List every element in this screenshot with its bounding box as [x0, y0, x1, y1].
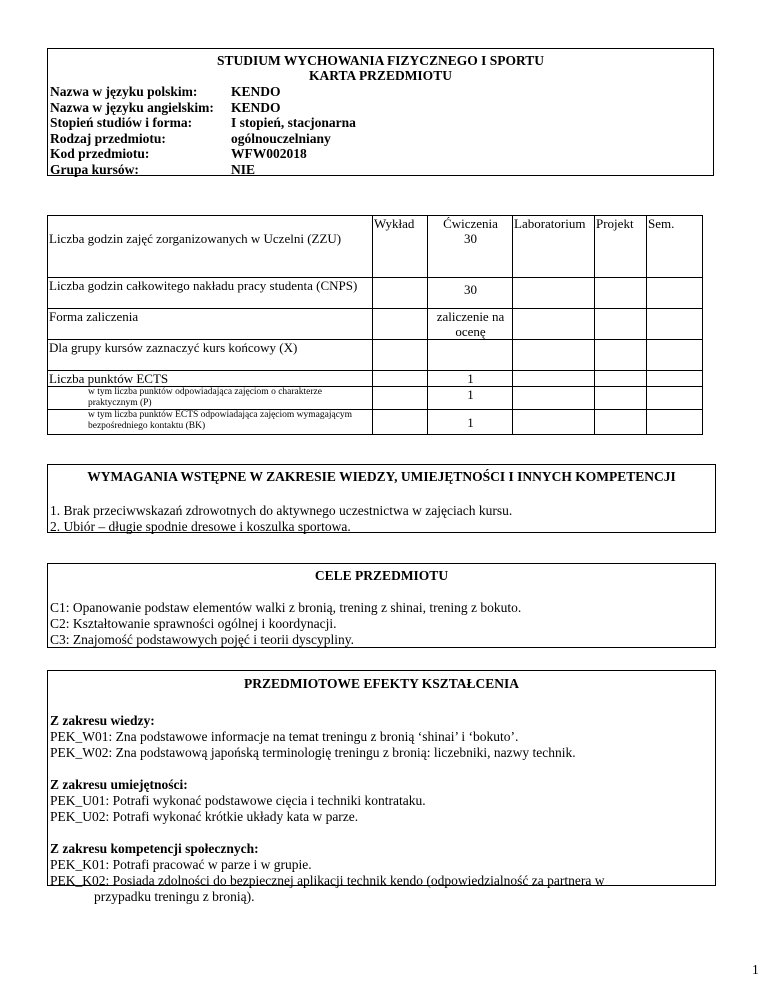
table-header-row: [48, 216, 703, 278]
row-label: w tym liczba punktów ECTS odpowiadająca zajęciom wymagającym bezpośredniego kontaktu (BK): [48, 410, 373, 435]
cell: [513, 371, 595, 387]
cell: [595, 371, 647, 387]
info-label: Kod przedmiotu:: [50, 146, 150, 161]
list-item: PEK_K02: Posiada zdolności do bezpiecznej aplikacji technik kendo (odpowiedzialność za partnera w: [50, 873, 605, 888]
info-row: [50, 100, 356, 116]
goals-title: CELE PRZEDMIOTU: [314, 568, 449, 583]
cell: [595, 278, 647, 309]
cell: [373, 340, 428, 371]
info-value: ogólnouczelniany: [231, 130, 331, 146]
list-item: PEK_W01: Zna podstawowe informacje na temat treningu z bronią ‘shinai’ i ‘bokuto’.: [50, 729, 519, 744]
info-value: I stopień, stacjonarna: [231, 115, 356, 130]
cell: [647, 340, 703, 371]
cell: [373, 371, 428, 387]
info-row: [50, 131, 356, 147]
cell: [513, 387, 595, 410]
page-number: 1: [752, 962, 759, 977]
column-header-laboratorium: Laboratorium: [513, 216, 595, 278]
table-row: [48, 340, 703, 371]
list-item: PEK_W02: Zna podstawową japońską terminologię treningu z bronią: liczebniki, nazwy technik.: [50, 745, 576, 760]
cell: [595, 387, 647, 410]
course-info-table: [50, 84, 356, 177]
table-row: [48, 309, 703, 340]
info-label: Grupa kursów:: [50, 161, 139, 177]
column-header-label: Ćwiczenia: [443, 216, 498, 231]
requirements-list: [50, 503, 715, 535]
cell: [595, 410, 647, 435]
table-row: [48, 387, 703, 410]
cell-cwiczenia: zaliczenie na ocenę: [428, 309, 513, 340]
list-item: C2: Kształtowanie sprawności ogólnej i koordynacji.: [50, 616, 337, 631]
info-row: [50, 162, 356, 178]
zzu-cwiczenia-value: 30: [464, 231, 477, 246]
list-item: 2. Ubiór – długie spodnie dresowe i koszulka sportowa.: [50, 519, 351, 534]
info-label: Nazwa w języku angielskim:: [50, 99, 214, 115]
row-label: Liczba punktów ECTS: [48, 371, 373, 387]
info-value: KENDO: [231, 99, 281, 115]
list-item: PEK_U02: Potrafi wykonać krótkie układy kata w parze.: [50, 809, 359, 824]
course-header: [47, 48, 714, 176]
cell: [647, 371, 703, 387]
cell: [595, 340, 647, 371]
outcomes-section: [47, 670, 716, 904]
hours-table: [47, 215, 703, 435]
row-label: Liczba godzin zajęć zorganizowanych w Uczelni (ZZU): [49, 231, 342, 246]
cell-cwiczenia: 1: [428, 410, 513, 435]
list-item: 1. Brak przeciwwskazań zdrowotnych do aktywnego uczestnictwa w zajęciach kursu.: [50, 503, 513, 518]
cell: [373, 278, 428, 309]
info-row: [50, 115, 356, 131]
cell: [373, 410, 428, 435]
column-header-wyklad: Wykład: [373, 216, 428, 278]
row-label: Liczba godzin całkowitego nakładu pracy studenta (CNPS): [48, 278, 373, 309]
cell: [647, 387, 703, 410]
knowledge-heading: Z zakresu wiedzy:: [50, 713, 155, 728]
cell: [647, 309, 703, 340]
cell: [647, 278, 703, 309]
requirements-title: WYMAGANIA WSTĘPNE W ZAKRESIE WIEDZY, UMIEJĘTNOŚCI I INNYCH KOMPETENCJI: [87, 469, 676, 484]
info-row: [50, 84, 356, 100]
table-row: [48, 410, 703, 435]
list-item: C1: Opanowanie podstaw elementów walki z bronią, trening z shinai, trening z bokuto.: [50, 600, 522, 615]
document-title: KARTA PRZEDMIOTU: [309, 68, 452, 83]
cell: [647, 410, 703, 435]
list-item-continuation: przypadku treningu z bronią).: [94, 889, 255, 904]
cell: [373, 387, 428, 410]
row-label: w tym liczba punktów odpowiadająca zajęciom o charakterze praktycznym (P): [48, 387, 373, 410]
outcomes-title: PRZEDMIOTOWE EFEKTY KSZTAŁCENIA: [243, 676, 520, 691]
info-value: NIE: [231, 161, 256, 177]
column-header-projekt: Projekt: [595, 216, 647, 278]
info-label: Stopień studiów i forma:: [50, 115, 193, 130]
cell: [513, 309, 595, 340]
table-row: [48, 278, 703, 309]
list-item: PEK_U01: Potrafi wykonać podstawowe cięcia i techniki kontrataku.: [50, 793, 426, 808]
info-row: [50, 146, 356, 162]
info-label: Nazwa w języku polskim:: [50, 84, 198, 99]
requirements-section: [47, 464, 716, 533]
info-label: Rodzaj przedmiotu:: [50, 130, 166, 146]
zzu-label: [48, 216, 373, 278]
row-label: Dla grupy kursów zaznaczyć kurs końcowy (X): [48, 340, 373, 371]
cell-value: 30: [464, 282, 477, 297]
cell-cwiczenia: [428, 278, 513, 309]
institution-title: STUDIUM WYCHOWANIA FIZYCZNEGO I SPORTU: [216, 53, 545, 68]
social-heading: Z zakresu kompetencji społecznych:: [50, 841, 259, 856]
cell-cwiczenia: 1: [428, 387, 513, 410]
skills-heading: Z zakresu umiejętności:: [50, 777, 188, 792]
cell: [513, 340, 595, 371]
list-item: PEK_K01: Potrafi pracować w parze i w grupie.: [50, 857, 312, 872]
column-header-cwiczenia: [428, 216, 513, 278]
table-row: [48, 371, 703, 387]
goals-list: [50, 600, 715, 648]
cell: [513, 410, 595, 435]
goals-section: [47, 563, 716, 648]
row-label: Forma zaliczenia: [48, 309, 373, 340]
cell-cwiczenia: 1: [428, 371, 513, 387]
outcomes-list: [50, 713, 715, 905]
cell: [595, 309, 647, 340]
cell: [513, 278, 595, 309]
info-value: KENDO: [231, 84, 281, 99]
column-header-sem: Sem.: [647, 216, 703, 278]
cell: [373, 309, 428, 340]
cell-cwiczenia: [428, 340, 513, 371]
list-item: C3: Znajomość podstawowych pojęć i teorii dyscypliny.: [50, 632, 354, 647]
info-value: WFW002018: [231, 146, 307, 161]
